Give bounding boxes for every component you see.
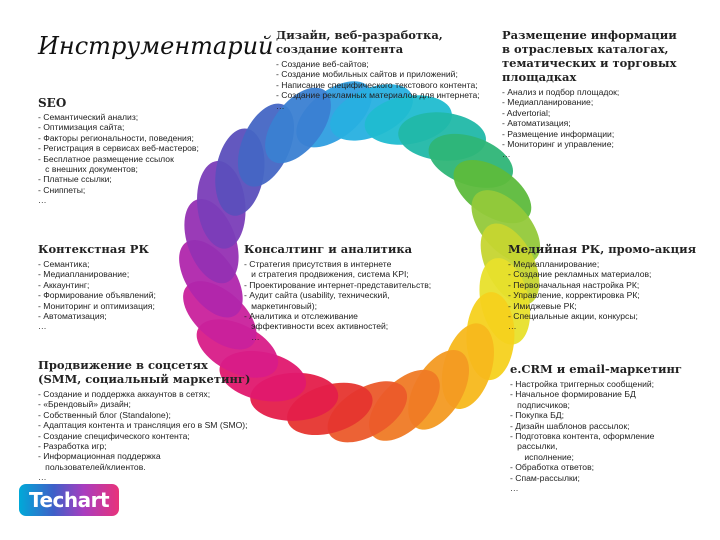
list-item: … bbox=[510, 483, 519, 494]
heading-line: в отраслевых каталогах, bbox=[502, 42, 669, 56]
list-item: - Автоматизация; bbox=[38, 311, 107, 322]
ecrm-heading: e.CRM и email-маркетинг bbox=[510, 362, 682, 376]
list-item: - Начальное формирование БД bbox=[510, 389, 636, 400]
list-item: - Подготовка контента, оформление bbox=[510, 431, 655, 442]
list-item: подписчиков; bbox=[510, 399, 570, 410]
ecrm-list bbox=[510, 379, 715, 493]
media-section bbox=[508, 242, 713, 332]
list-item: исполнение; bbox=[510, 451, 574, 462]
list-item: - Обработка ответов; bbox=[510, 462, 595, 473]
list-item: - Семантика; bbox=[38, 259, 90, 269]
list-item: рассылки, bbox=[510, 441, 558, 452]
heading-line: тематических и торговых bbox=[502, 56, 677, 70]
list-item: - Платные ссылки; bbox=[38, 174, 112, 185]
list-item: - Сниппеты; bbox=[38, 184, 86, 195]
heading-line: (SMM, социальный маркетинг) bbox=[38, 372, 251, 386]
list-item: - Факторы региональности, поведения; bbox=[38, 132, 194, 143]
list-item: - Аудит сайта (usability, технический, bbox=[244, 290, 390, 301]
list-item: … bbox=[38, 195, 47, 206]
list-item: - Формирование объявлений; bbox=[38, 290, 156, 301]
list-item: - Создание мобильных сайтов и приложений; bbox=[276, 69, 458, 80]
list-item: - Размещение информации; bbox=[502, 128, 615, 139]
list-item: - Создание веб-сайтов; bbox=[276, 59, 369, 69]
heading-line: Дизайн, веб-разработка, bbox=[276, 28, 443, 42]
seo-heading: SEO bbox=[38, 96, 67, 110]
design-heading bbox=[276, 28, 496, 56]
list-item: - Информационная поддержка bbox=[38, 451, 161, 462]
list-item: - Медиапланирование; bbox=[502, 97, 594, 108]
heading-line: Продвижение в соцсетях bbox=[38, 358, 208, 372]
context-section bbox=[38, 242, 238, 332]
techart-logo bbox=[19, 484, 119, 516]
list-item: - Создание рекламных материалов; bbox=[508, 269, 652, 280]
list-item: - Медиапланирование; bbox=[38, 269, 130, 280]
list-item: - Дизайн шаблонов рассылок; bbox=[510, 420, 630, 431]
list-item: - Управление, корректировка РК; bbox=[508, 290, 640, 301]
design-list bbox=[276, 59, 496, 111]
list-item: - Медиапланирование; bbox=[508, 259, 600, 269]
ecrm-section bbox=[510, 362, 715, 493]
list-item: эффективности всех активностей; bbox=[244, 321, 389, 332]
list-item: - Семантический анализ; bbox=[38, 112, 139, 122]
list-item: пользователей/клиентов. bbox=[38, 461, 146, 472]
list-item: - Бесплатное размещение ссылок bbox=[38, 153, 174, 164]
list-item: - Аккаунтинг; bbox=[38, 279, 90, 290]
list-item: - Проектирование интернет-представительств; bbox=[244, 279, 432, 290]
heading-line: площадках bbox=[502, 70, 577, 84]
consulting-section bbox=[244, 242, 474, 342]
list-item: - Анализ и подбор площадок; bbox=[502, 87, 620, 97]
list-item: - Регистрация в сервисах веб-мастеров; bbox=[38, 143, 199, 154]
list-item: - Собственный блог (Standalone); bbox=[38, 409, 171, 420]
context-heading: Контекстная РК bbox=[38, 242, 149, 256]
list-item: - Создание рекламных материалов для интернета; bbox=[276, 90, 480, 101]
smm-section bbox=[38, 358, 288, 483]
list-item: - Спам-рассылки; bbox=[510, 472, 580, 483]
list-item: - Имиджевые РК; bbox=[508, 300, 577, 311]
smm-heading bbox=[38, 358, 288, 386]
page-title: Инструментарий bbox=[38, 32, 274, 60]
list-item: … bbox=[244, 331, 260, 342]
consulting-list bbox=[244, 259, 474, 342]
logo-text: Techart bbox=[28, 488, 110, 512]
catalogs-list bbox=[502, 87, 712, 160]
design-section bbox=[276, 28, 496, 111]
list-item: - Оптимизация сайта; bbox=[38, 122, 125, 133]
list-item: - Создание и поддержка аккаунтов в сетях; bbox=[38, 389, 211, 399]
heading-line: создание контента bbox=[276, 42, 404, 56]
heading-line: Размещение информации bbox=[502, 28, 677, 42]
list-item: - Стратегия присутствия в интернете bbox=[244, 259, 392, 269]
list-item: - Специальные акции, конкурсы; bbox=[508, 311, 638, 322]
list-item: … bbox=[38, 472, 47, 483]
list-item: - Мониторинг и управление; bbox=[502, 139, 614, 150]
list-item: - Автоматизация; bbox=[502, 118, 571, 129]
list-item: маркетинговый); bbox=[244, 300, 317, 311]
list-item: … bbox=[502, 149, 511, 160]
media-list bbox=[508, 259, 713, 332]
list-item: - Advertorial; bbox=[502, 107, 551, 118]
consulting-heading: Консалтинг и аналитика bbox=[244, 242, 413, 256]
seo-section bbox=[38, 96, 258, 206]
list-item: и стратегия продвижения, система KPI; bbox=[244, 269, 409, 280]
list-item: - Аналитика и отслеживание bbox=[244, 311, 358, 322]
media-heading: Медийная РК, промо-акция bbox=[508, 242, 697, 256]
list-item: - Написание специфического текстового контента; bbox=[276, 79, 478, 90]
list-item: с внешних документов; bbox=[38, 164, 138, 175]
smm-list bbox=[38, 389, 288, 483]
list-item: - Адаптация контента и трансляция его в SM (SMO); bbox=[38, 420, 248, 431]
list-item: - Создание специфического контента; bbox=[38, 430, 190, 441]
list-item: … bbox=[276, 100, 285, 111]
list-item: - Покупка БД; bbox=[510, 410, 564, 421]
list-item: - Разработка игр; bbox=[38, 441, 107, 452]
list-item: - Первоначальная настройка РК; bbox=[508, 279, 640, 290]
list-item: … bbox=[38, 321, 47, 332]
context-list bbox=[38, 259, 238, 332]
catalogs-section bbox=[502, 28, 712, 160]
catalogs-heading bbox=[502, 28, 712, 84]
list-item: … bbox=[508, 321, 517, 332]
list-item: - «Брендовый» дизайн; bbox=[38, 399, 131, 410]
seo-list bbox=[38, 112, 258, 206]
list-item: - Настройка триггерных сообщений; bbox=[510, 379, 655, 389]
list-item: - Мониторинг и оптимизация; bbox=[38, 300, 155, 311]
